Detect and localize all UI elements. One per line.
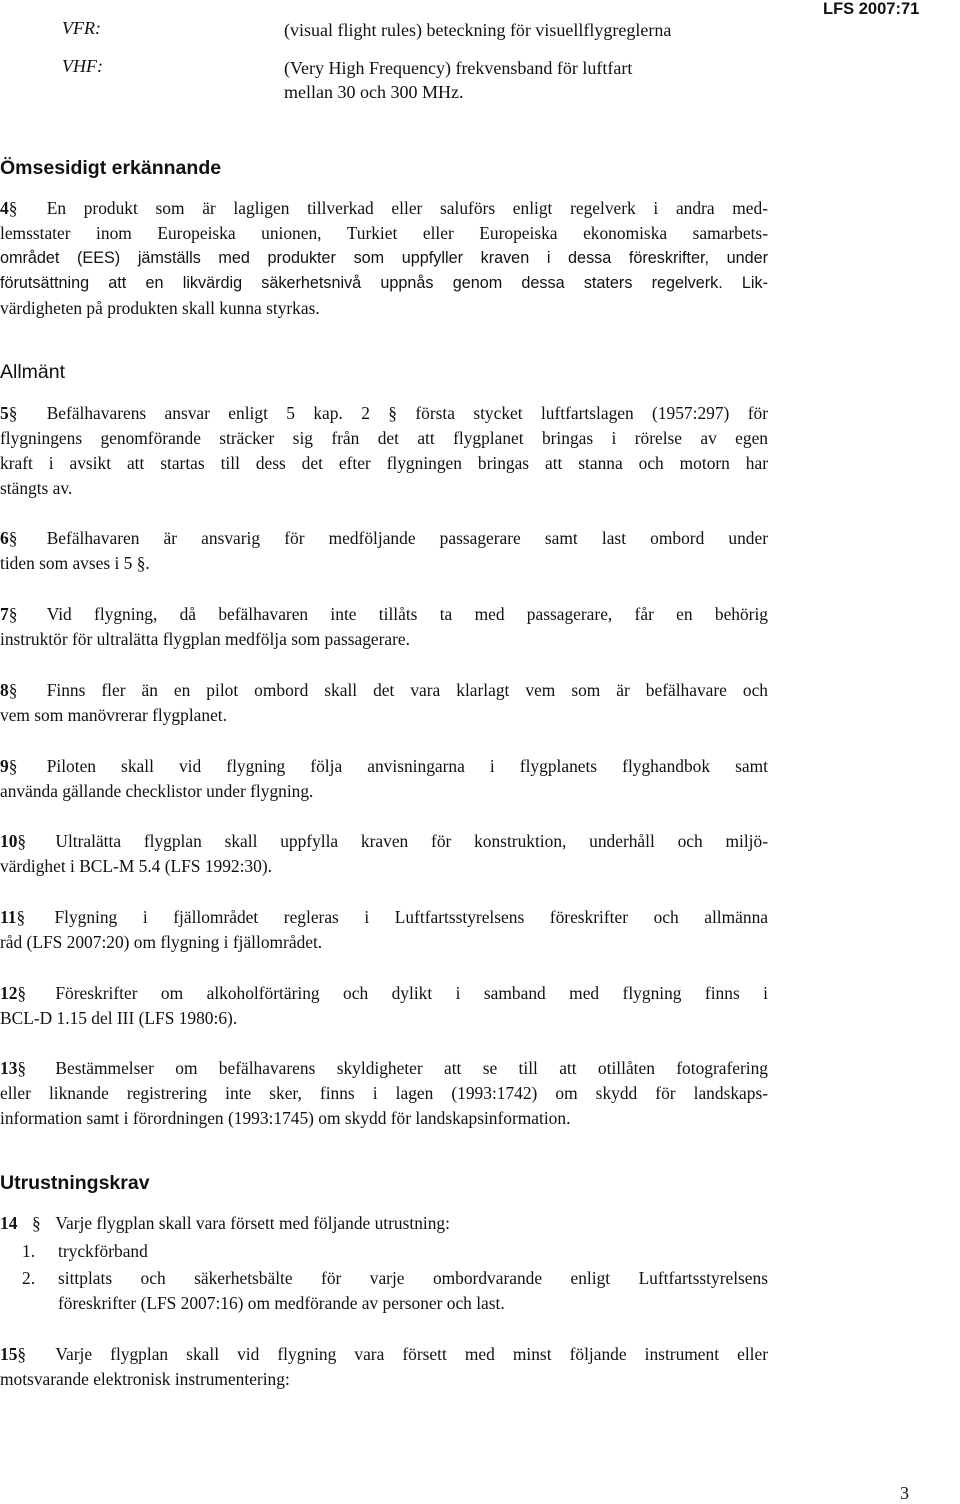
section-sign: § [17,1058,27,1078]
definition-desc-vfr: (visual flight rules) beteckning för visuellflygreglerna [284,20,672,40]
section-7-line-2: instruktör för ultralätta flygplan medfölja som passagerare. [0,629,410,649]
section-5 [0,401,768,501]
section-4-line-2: lemsstater inom Europeiska unionen, Turkiet eller Europeiska ekonomiska samarbets- [0,223,768,243]
section-number: 5 [0,403,9,423]
section-13-line-1: 13§ Bestämmelser om befälhavarens skyldigheter att se till att otillåten fotografering [0,1056,768,1081]
section-4-line-5: värdigheten på produkten skall kunna styrkas. [0,298,320,318]
section-4-line-3: området (EES) jämställs med produkter som uppfyller kraven i dessa föreskrifter, under [0,249,768,267]
document-code: LFS 2007:71 [823,0,920,18]
section-8 [0,678,768,728]
section-11-line-1: 11§ Flygning i fjällområdet regleras i Luftfartsstyrelsens föreskrifter och allmänna [0,905,768,930]
list-number: 1. [22,1241,36,1261]
section-15-line-2: motsvarande elektronisk instrumentering: [0,1369,290,1389]
section-13-line-3: information samt i förordningen (1993:1745) om skydd för landskapsinformation. [0,1108,571,1128]
section-14-line-1: 14 § Varje flygplan skall vara försett med följande utrustning: [0,1211,768,1236]
section-4-line-1: 4§ En produkt som är lagligen tillverkad eller saluförs enligt regelverk i andra med- [0,196,768,221]
heading-mutual-recognition: Ömsesidigt erkännande [0,157,222,179]
section-sign: § [16,907,26,927]
section-5-line-3: kraft i avsikt att startas till dess det efter flygningen bringas att stanna och motorn har [0,453,768,473]
section-number: 10 [0,831,18,851]
section-number: 11 [0,907,17,927]
definition-term-vfr: VFR: [62,18,101,38]
section-15 [0,1342,768,1392]
list-item-1 [0,1239,768,1264]
section-10-line-2: värdighet i BCL-M 5.4 (LFS 1992:30). [0,856,272,876]
section-number: 6 [0,528,9,548]
section-sign: § [8,528,18,548]
section-6 [0,526,768,576]
list-item-2 [0,1266,768,1316]
section-9-line-1: 9§ Piloten skall vid flygning följa anvisningarna i flygplanets flyghandbok samt [0,754,768,779]
heading-general: Allmänt [0,361,66,383]
section-7 [0,602,768,652]
definition-desc-vhf-line1: (Very High Frequency) frekvensband för luftfart [284,58,633,78]
section-10 [0,829,768,879]
definition-desc-vhf-line2: mellan 30 och 300 MHz. [284,82,464,102]
section-11 [0,905,768,955]
section-number: 12 [0,983,18,1003]
section-number: 7 [0,604,9,624]
section-8-line-2: vem som manövrerar flygplanet. [0,705,227,725]
section-5-line-2: flygningens genomförande sträcker sig från det att flygplanet bringas i rörelse av egen [0,428,768,448]
section-8-line-1: 8§ Finns fler än en pilot ombord skall det vara klarlagt vem som är befälhavare och [0,678,768,703]
section-sign: § [8,604,18,624]
section-12-line-1: 12§ Föreskrifter om alkoholförtäring och dylikt i samband med flygning finns i [0,981,768,1006]
section-number: 4 [0,198,9,218]
section-9-line-2: använda gällande checklistor under flygning. [0,781,314,801]
section-14 [0,1211,768,1236]
section-5-line-4: stängts av. [0,478,73,498]
section-11-line-2: råd (LFS 2007:20) om flygning i fjällområdet. [0,932,323,952]
section-number: 9 [0,756,9,776]
section-number: 8 [0,680,9,700]
section-4 [0,196,768,321]
section-5-line-1: 5§ Befälhavarens ansvar enligt 5 kap. 2 § första stycket luftfartslagen (1957:297) för [0,401,768,426]
list-text: sittplats och säkerhetsbälte för varje ombordvarande enligt Luftfartsstyrelsens föreskrifter (LFS 2007:16) om medförande av personer och last. [58,1268,768,1313]
section-number: 15 [0,1344,18,1364]
section-13 [0,1056,768,1131]
section-12-line-2: BCL-D 1.15 del III (LFS 1980:6). [0,1008,238,1028]
list-number: 2. [22,1268,36,1288]
section-13-line-2: eller liknande registrering inte sker, finns i lagen (1993:1742) om skydd för landskaps- [0,1083,768,1103]
section-15-line-1: 15§ Varje flygplan skall vid flygning vara försett med minst följande instrument eller [0,1342,768,1367]
section-6-line-1: 6§ Befälhavaren är ansvarig för medföljande passagerare samt last ombord under [0,526,768,551]
section-10-line-1: 10§ Ultralätta flygplan skall uppfylla kraven för konstruktion, underhåll och miljö- [0,829,768,854]
list-text: tryckförband [58,1241,148,1261]
section-sign: § [8,756,18,776]
section-12 [0,981,768,1031]
section-9 [0,754,768,804]
section-7-line-1: 7§ Vid flygning, då befälhavaren inte tillåts ta med passagerare, får en behörig [0,602,768,627]
section-6-line-2: tiden som avses i 5 §. [0,553,150,573]
section-sign: § [32,1213,41,1233]
section-sign: § [17,983,27,1003]
section-sign: § [8,198,18,218]
heading-equipment-requirements: Utrustningskrav [0,1172,150,1194]
page-number: 3 [900,1483,909,1503]
section-sign: § [8,403,18,423]
section-sign: § [17,831,27,851]
section-sign: § [17,1344,27,1364]
section-4-line-4: förutsättning att en likvärdig säkerhetsnivå uppnås genom dessa staters regelverk. Lik- [0,274,768,292]
section-sign: § [8,680,18,700]
section-number: 14 [0,1213,18,1233]
section-number: 13 [0,1058,18,1078]
definition-term-vhf: VHF: [62,56,103,76]
